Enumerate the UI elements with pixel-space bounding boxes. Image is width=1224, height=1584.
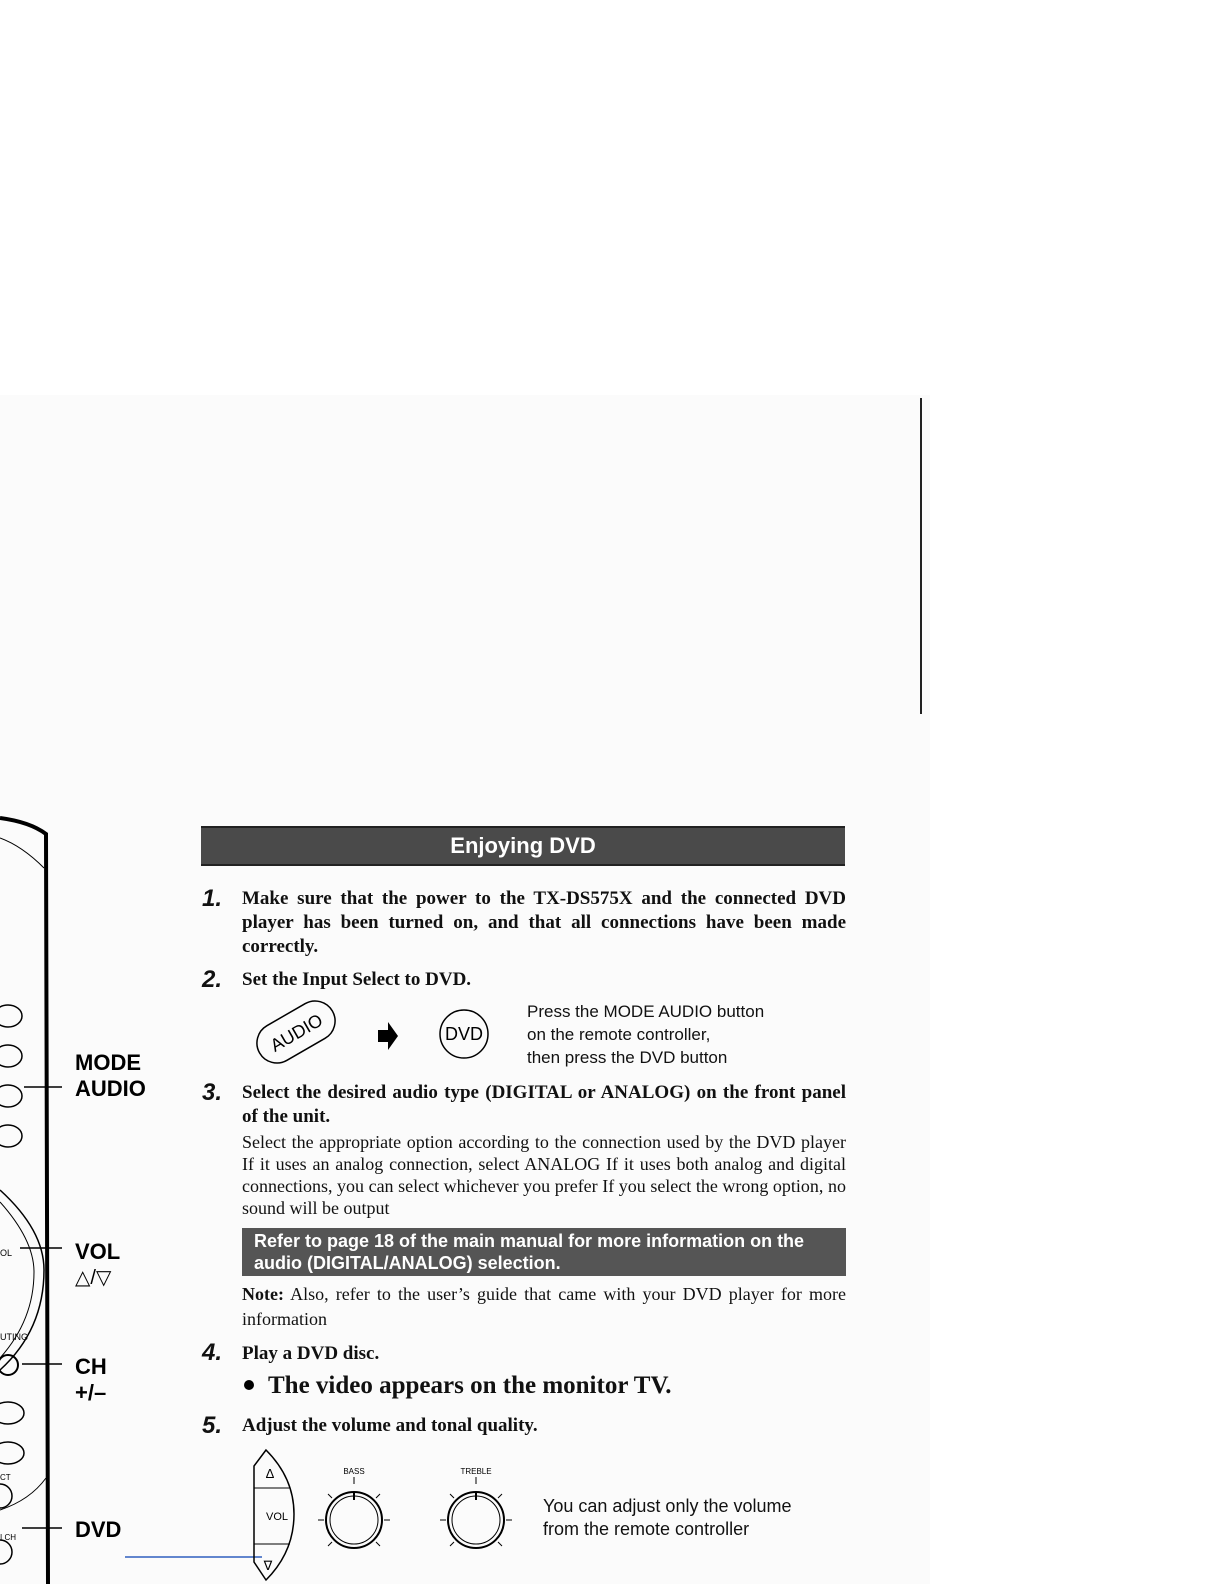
- step-2-number: 2.: [202, 966, 223, 993]
- step-4-number: 4.: [202, 1339, 223, 1366]
- remote-label-input-ch: I CH: [0, 1533, 16, 1542]
- reference-text: Refer to page 18 of the main manual for more information on the audio (DIGITAL/ANALOG) selection.: [254, 1231, 805, 1273]
- vol-up-icon: Δ: [265, 1466, 275, 1481]
- section-title: Enjoying DVD: [450, 833, 596, 858]
- note-text: Also, refer to the user’s guide that came with your DVD player for more information: [242, 1284, 846, 1329]
- remote-label-vol: OL: [0, 1248, 13, 1258]
- vol-rocker-label: VOL: [265, 1511, 289, 1523]
- page-edge-line: [920, 398, 922, 714]
- step-4-bullet-text: The video appears on the monitor TV.: [268, 1372, 672, 1399]
- arrow-right-icon: [378, 1022, 398, 1050]
- remote-label-select: CT: [0, 1473, 11, 1482]
- step-4-heading: Play a DVD disc.: [242, 1343, 380, 1364]
- step-3-number: 3.: [202, 1079, 223, 1106]
- step-2-heading: Set the Input Select to DVD.: [242, 969, 472, 990]
- step-5-instruction: You can adjust only the volume from the remote controller: [543, 1496, 792, 1539]
- treble-knob-icon: [440, 1467, 512, 1548]
- callout-ch: CH +/–: [75, 1354, 107, 1405]
- callout-mode-audio: MODE AUDIO: [75, 1050, 146, 1101]
- reference-box: [242, 1228, 846, 1276]
- bullet-dot-icon: [244, 1380, 254, 1390]
- step-3-heading: Select the desired audio type (DIGITAL or ANALOG) on the front panel of the unit.: [242, 1082, 846, 1127]
- audio-button-icon: [250, 996, 343, 1070]
- step-5-heading: Adjust the volume and tonal quality.: [242, 1415, 538, 1436]
- callout-leader-lines: [0, 0, 270, 1584]
- bass-label: BASS: [343, 1467, 365, 1476]
- dvd-button-icon: [440, 1010, 488, 1058]
- step-2-instruction: Press the MODE AUDIO button on the remote controller, then press the DVD button: [527, 1002, 765, 1067]
- callout-dvd: DVD: [75, 1517, 122, 1542]
- callout-vol: VOL △/▽: [75, 1239, 121, 1289]
- audio-button-label: AUDIO: [266, 1009, 327, 1056]
- note-label: Note:: [242, 1284, 284, 1304]
- step-5-number: 5.: [202, 1412, 223, 1439]
- section-title-bar: [201, 826, 845, 866]
- dvd-button-label: DVD: [444, 1024, 484, 1044]
- step-1-number: 1.: [202, 885, 223, 912]
- treble-label: TREBLE: [460, 1467, 492, 1476]
- step-1-heading: Make sure that the power to the TX-DS575X and the connected DVD player has been turned on, and that all connections have been made correctly.: [242, 888, 846, 957]
- step-5-controls-illustration: [244, 1444, 534, 1584]
- vol-rocker-icon: [254, 1450, 294, 1580]
- step-4-bullet: [244, 1371, 672, 1401]
- step-3-note: [242, 1282, 846, 1332]
- vol-down-icon: ∇: [263, 1558, 273, 1573]
- bass-knob-icon: [318, 1467, 390, 1548]
- remote-label-muting: UTING: [0, 1332, 28, 1342]
- step-2-button-illustration: [248, 996, 498, 1070]
- step-3-body: Select the appropriate option according to the connection used by the DVD player If it uses an analog connection, select ANALOG If it uses both analog and digital connections, you can select whichever you prefer If you select the wrong option, no sound will be output: [242, 1132, 846, 1218]
